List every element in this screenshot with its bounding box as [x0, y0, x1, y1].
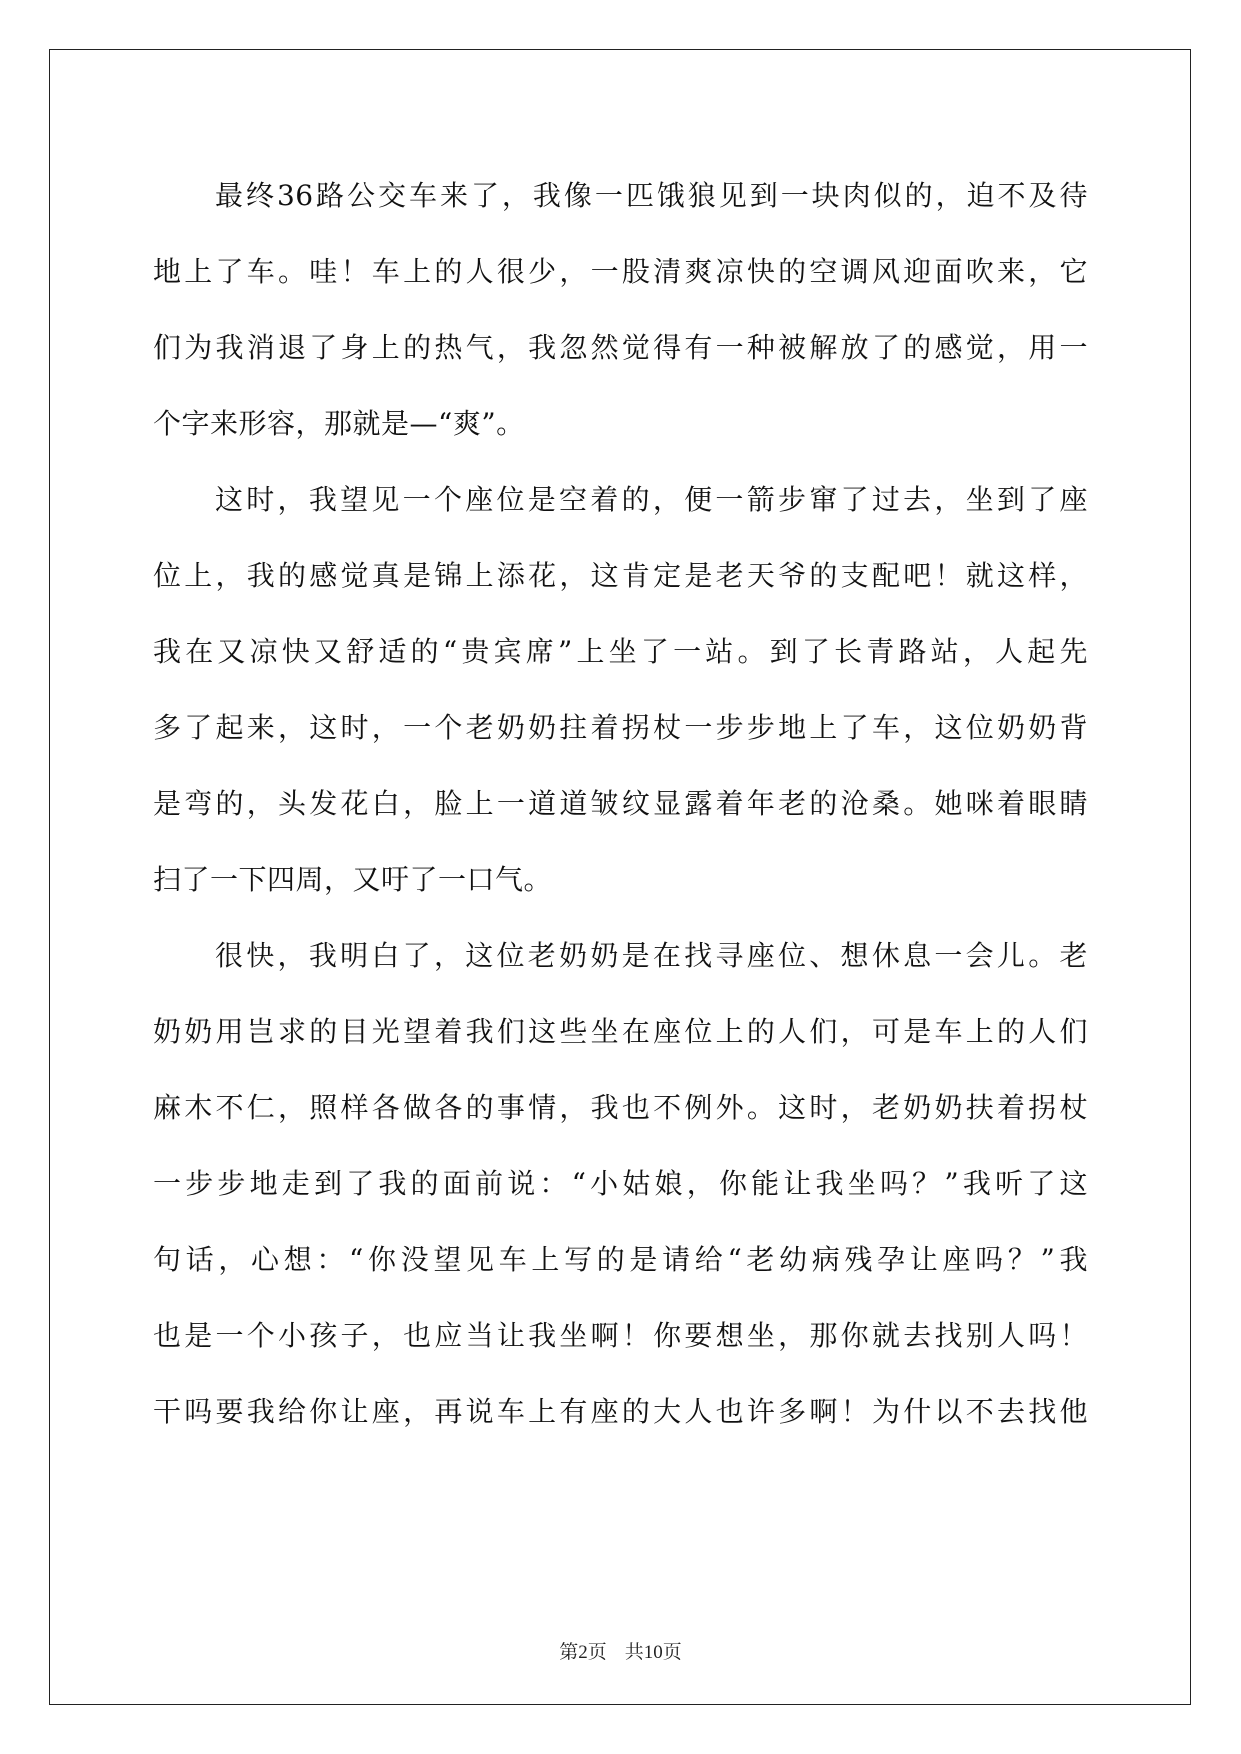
text-line: 们为我消退了身上的热气，我忽然觉得有一种被解放了的感觉，用一: [153, 331, 1088, 364]
text-line: 地上了车。哇！车上的人很少，一股清爽凉快的空调风迎面吹来，它: [153, 255, 1088, 288]
text-line: 最终36路公交车来了，我像一匹饿狼见到一块肉似的，迫不及待: [215, 179, 1088, 212]
text-line: 个字来形容，那就是—“爽”。: [153, 407, 525, 440]
page-footer: [0, 1637, 1241, 1664]
text-line: 这时，我望见一个座位是空着的，便一箭步窜了过去，坐到了座: [215, 483, 1088, 516]
text-line: 很快，我明白了，这位老奶奶是在找寻座位、想休息一会儿。老: [215, 939, 1088, 972]
text-line: 麻木不仁，照样各做各的事情，我也不例外。这时，老奶奶扶着拐杖: [153, 1091, 1088, 1124]
text-line: 一步步地走到了我的面前说：“小姑娘，你能让我坐吗？”我听了这: [153, 1167, 1088, 1200]
text-line: 位上，我的感觉真是锦上添花，这肯定是老天爷的支配吧！就这样，: [153, 559, 1088, 592]
text-line: 奶奶用岂求的目光望着我们这些坐在座位上的人们，可是车上的人们: [153, 1015, 1088, 1048]
paragraph: [153, 918, 1088, 1450]
document-body: [153, 158, 1088, 1450]
page-count: 共10页: [624, 1642, 682, 1663]
paragraph: [153, 462, 1088, 918]
text-line: 扫了一下四周，又吁了一口气。: [153, 863, 553, 896]
text-line: 多了起来，这时，一个老奶奶拄着拐杖一步步地上了车，这位奶奶背: [153, 711, 1088, 744]
text-line: 句话，心想：“你没望见车上写的是请给“老幼病残孕让座吗？”我: [153, 1243, 1088, 1276]
text-line: 是弯的，头发花白，脸上一道道皱纹显露着年老的沧桑。她咪着眼睛: [153, 787, 1088, 820]
text-line: 我在又凉快又舒适的“贵宾席”上坐了一站。到了长青路站，人起先: [153, 635, 1088, 668]
text-line: 干吗要我给你让座，再说车上有座的大人也许多啊！为什以不去找他: [153, 1395, 1088, 1428]
text-line: 也是一个小孩子，也应当让我坐啊！你要想坐，那你就去找别人吗！: [153, 1319, 1088, 1352]
paragraph: [153, 158, 1088, 462]
page-number: 第2页: [559, 1642, 607, 1663]
